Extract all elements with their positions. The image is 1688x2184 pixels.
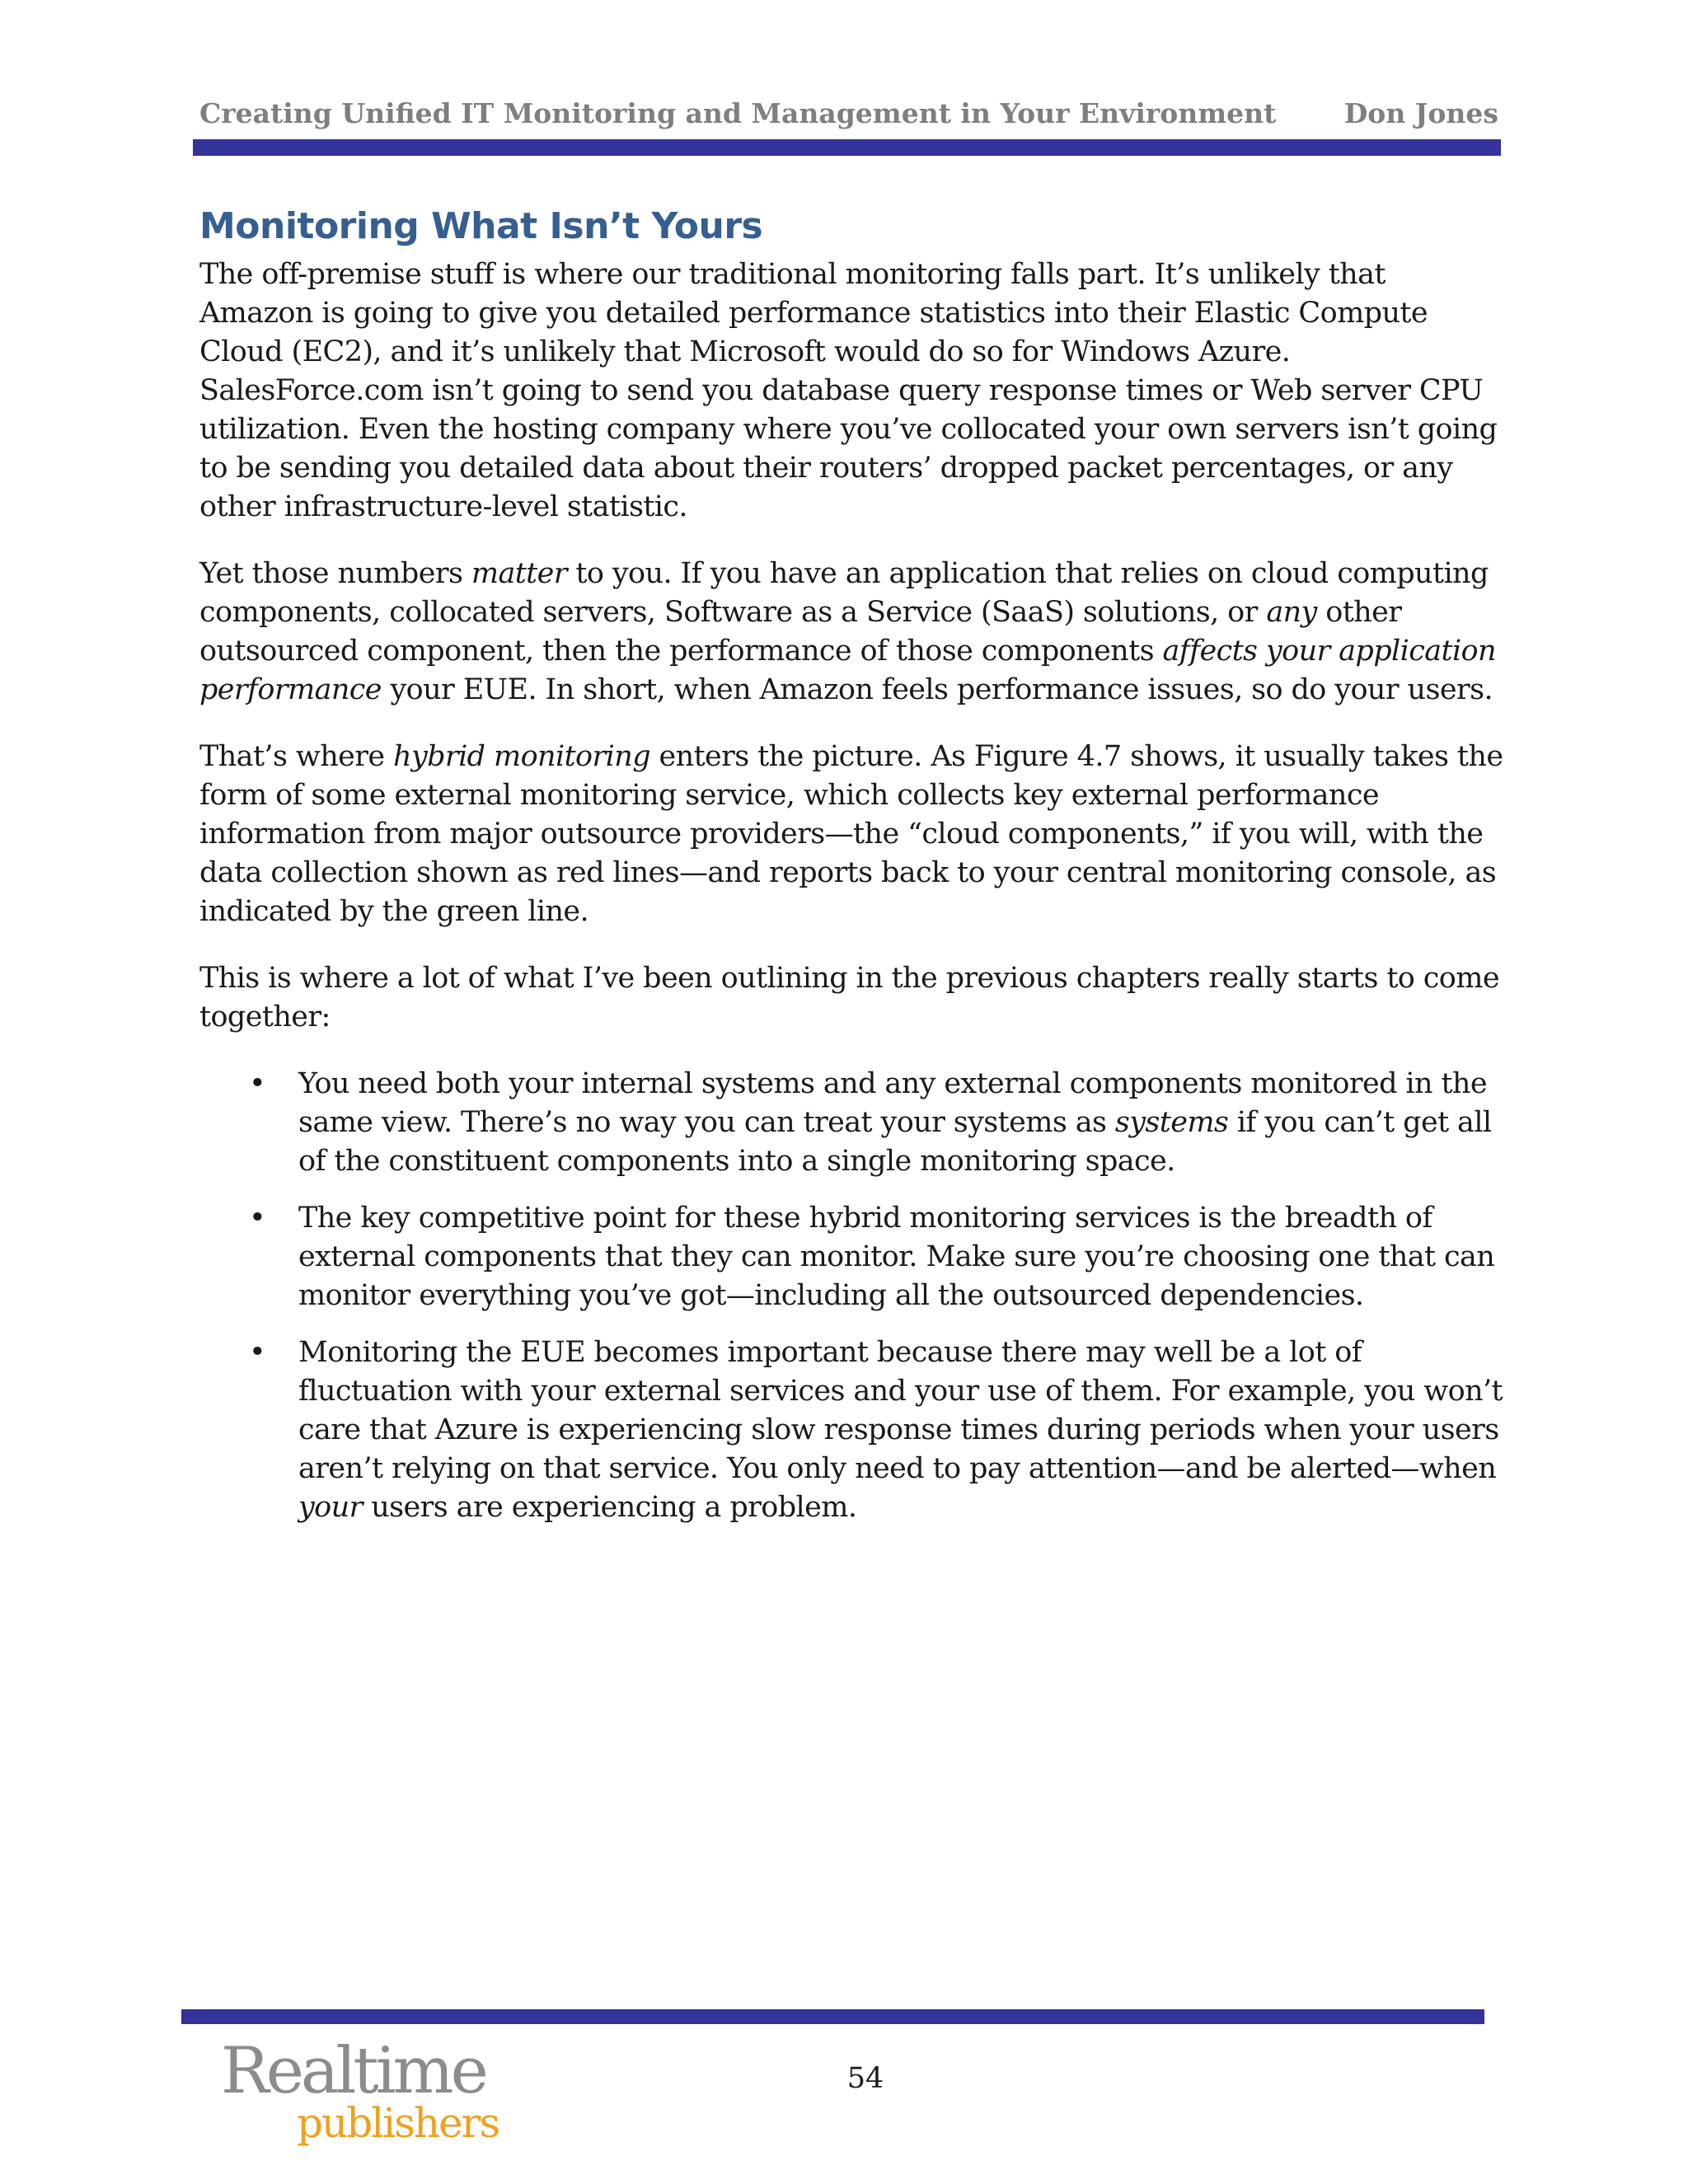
bullet-text: The key competitive point for these hybrid monitoring services is the breadth of external components that they can monitor. Make sure you’re choosing one that can monitor everything you’ve got—including all the outsourced dependencies. — [298, 1202, 1495, 1312]
paragraph-text: Yet those numbers — [199, 557, 471, 590]
logo-publishers-text: publishers — [297, 2099, 499, 2147]
paragraph-text: your EUE. In short, when Amazon feels performance issues, so do your users. — [381, 673, 1493, 706]
body-paragraph — [199, 555, 1506, 710]
paragraph-text: This is where a lot of what I’ve been outlining in the previous chapters really starts to come together: — [199, 962, 1499, 1033]
bullet-item — [199, 1333, 1506, 1527]
bullet-icon: • — [249, 1202, 266, 1235]
footer-rule — [181, 2009, 1484, 2024]
body-paragraph — [199, 255, 1506, 527]
realtime-publishers-logo — [221, 2034, 499, 2158]
body-paragraph — [199, 738, 1506, 931]
bullet-text: if you can’t get all of the constituent components into a single monitoring space. — [298, 1106, 1492, 1178]
header-author: Don Jones — [1343, 97, 1498, 129]
bullet-item — [199, 1065, 1506, 1181]
running-header — [196, 97, 1502, 138]
bullet-list — [199, 1065, 1506, 1527]
emphasized-text: your — [298, 1491, 363, 1524]
header-title: Creating Unified IT Monitoring and Management in Your Environment — [199, 97, 1277, 129]
emphasized-text: matter — [471, 557, 567, 590]
header-rule — [193, 139, 1501, 156]
bullet-item — [199, 1199, 1506, 1315]
bullet-text: users are experiencing a problem. — [362, 1491, 857, 1524]
page-number: 54 — [846, 2062, 884, 2095]
logo-realtime-text: Realtime — [221, 2034, 485, 2108]
bullet-text: You need both your internal systems and any external components monitored in the same view. There’s no way you can treat your systems as — [298, 1067, 1487, 1139]
page-content — [199, 199, 1506, 1545]
emphasized-text: any — [1266, 596, 1317, 629]
paragraph-text: to you. If you have an application that relies on cloud computing components, collocated servers, Software as a Service (SaaS) solutions, or — [199, 557, 1489, 629]
bullet-icon: • — [249, 1067, 266, 1100]
bullet-text: Monitoring the EUE becomes important because there may well be a lot of fluctuation with your external services and your use of them. For example, you won’t care that Azure is experiencing slow response times during periods when your users aren’t relying on that service. You only need to pay attention—and be alerted—when — [298, 1336, 1503, 1485]
emphasized-text: hybrid monitoring — [393, 740, 650, 773]
paragraph-text: other outsourced component, then the performance of those components — [199, 596, 1402, 668]
section-heading: Monitoring What Isn’t Yours — [199, 205, 763, 247]
body-paragraph — [199, 959, 1506, 1037]
body-paragraphs — [199, 255, 1506, 1037]
paragraph-text: That’s where — [199, 740, 394, 773]
bullet-icon: • — [249, 1336, 266, 1369]
paragraph-text: enters the picture. As Figure 4.7 shows, it usually takes the form of some external monitoring service, which collects key external performance information from major outsource providers—the “cloud components,” if you will, with the data collection shown as red lines—and reports back to your central monitoring console, as indicated by the green line. — [199, 740, 1503, 928]
paragraph-text: The off-premise stuff is where our traditional monitoring falls part. It’s unlikely that Amazon is going to give you detailed performance statistics into their Elastic Compute Cloud (EC2), and it’s unlikely that Microsoft would do so for Windows Azure. SalesForce.com isn’t going to send you database query response times or Web server CPU utilization. Even the hosting company where you’ve collocated your own servers isn’t going to be sending you detailed data about their routers’ dropped packet percentages, or any other infrastructure-level statistic. — [199, 258, 1498, 523]
emphasized-text: affects your application performance — [199, 635, 1496, 706]
emphasized-text: systems — [1114, 1106, 1229, 1139]
